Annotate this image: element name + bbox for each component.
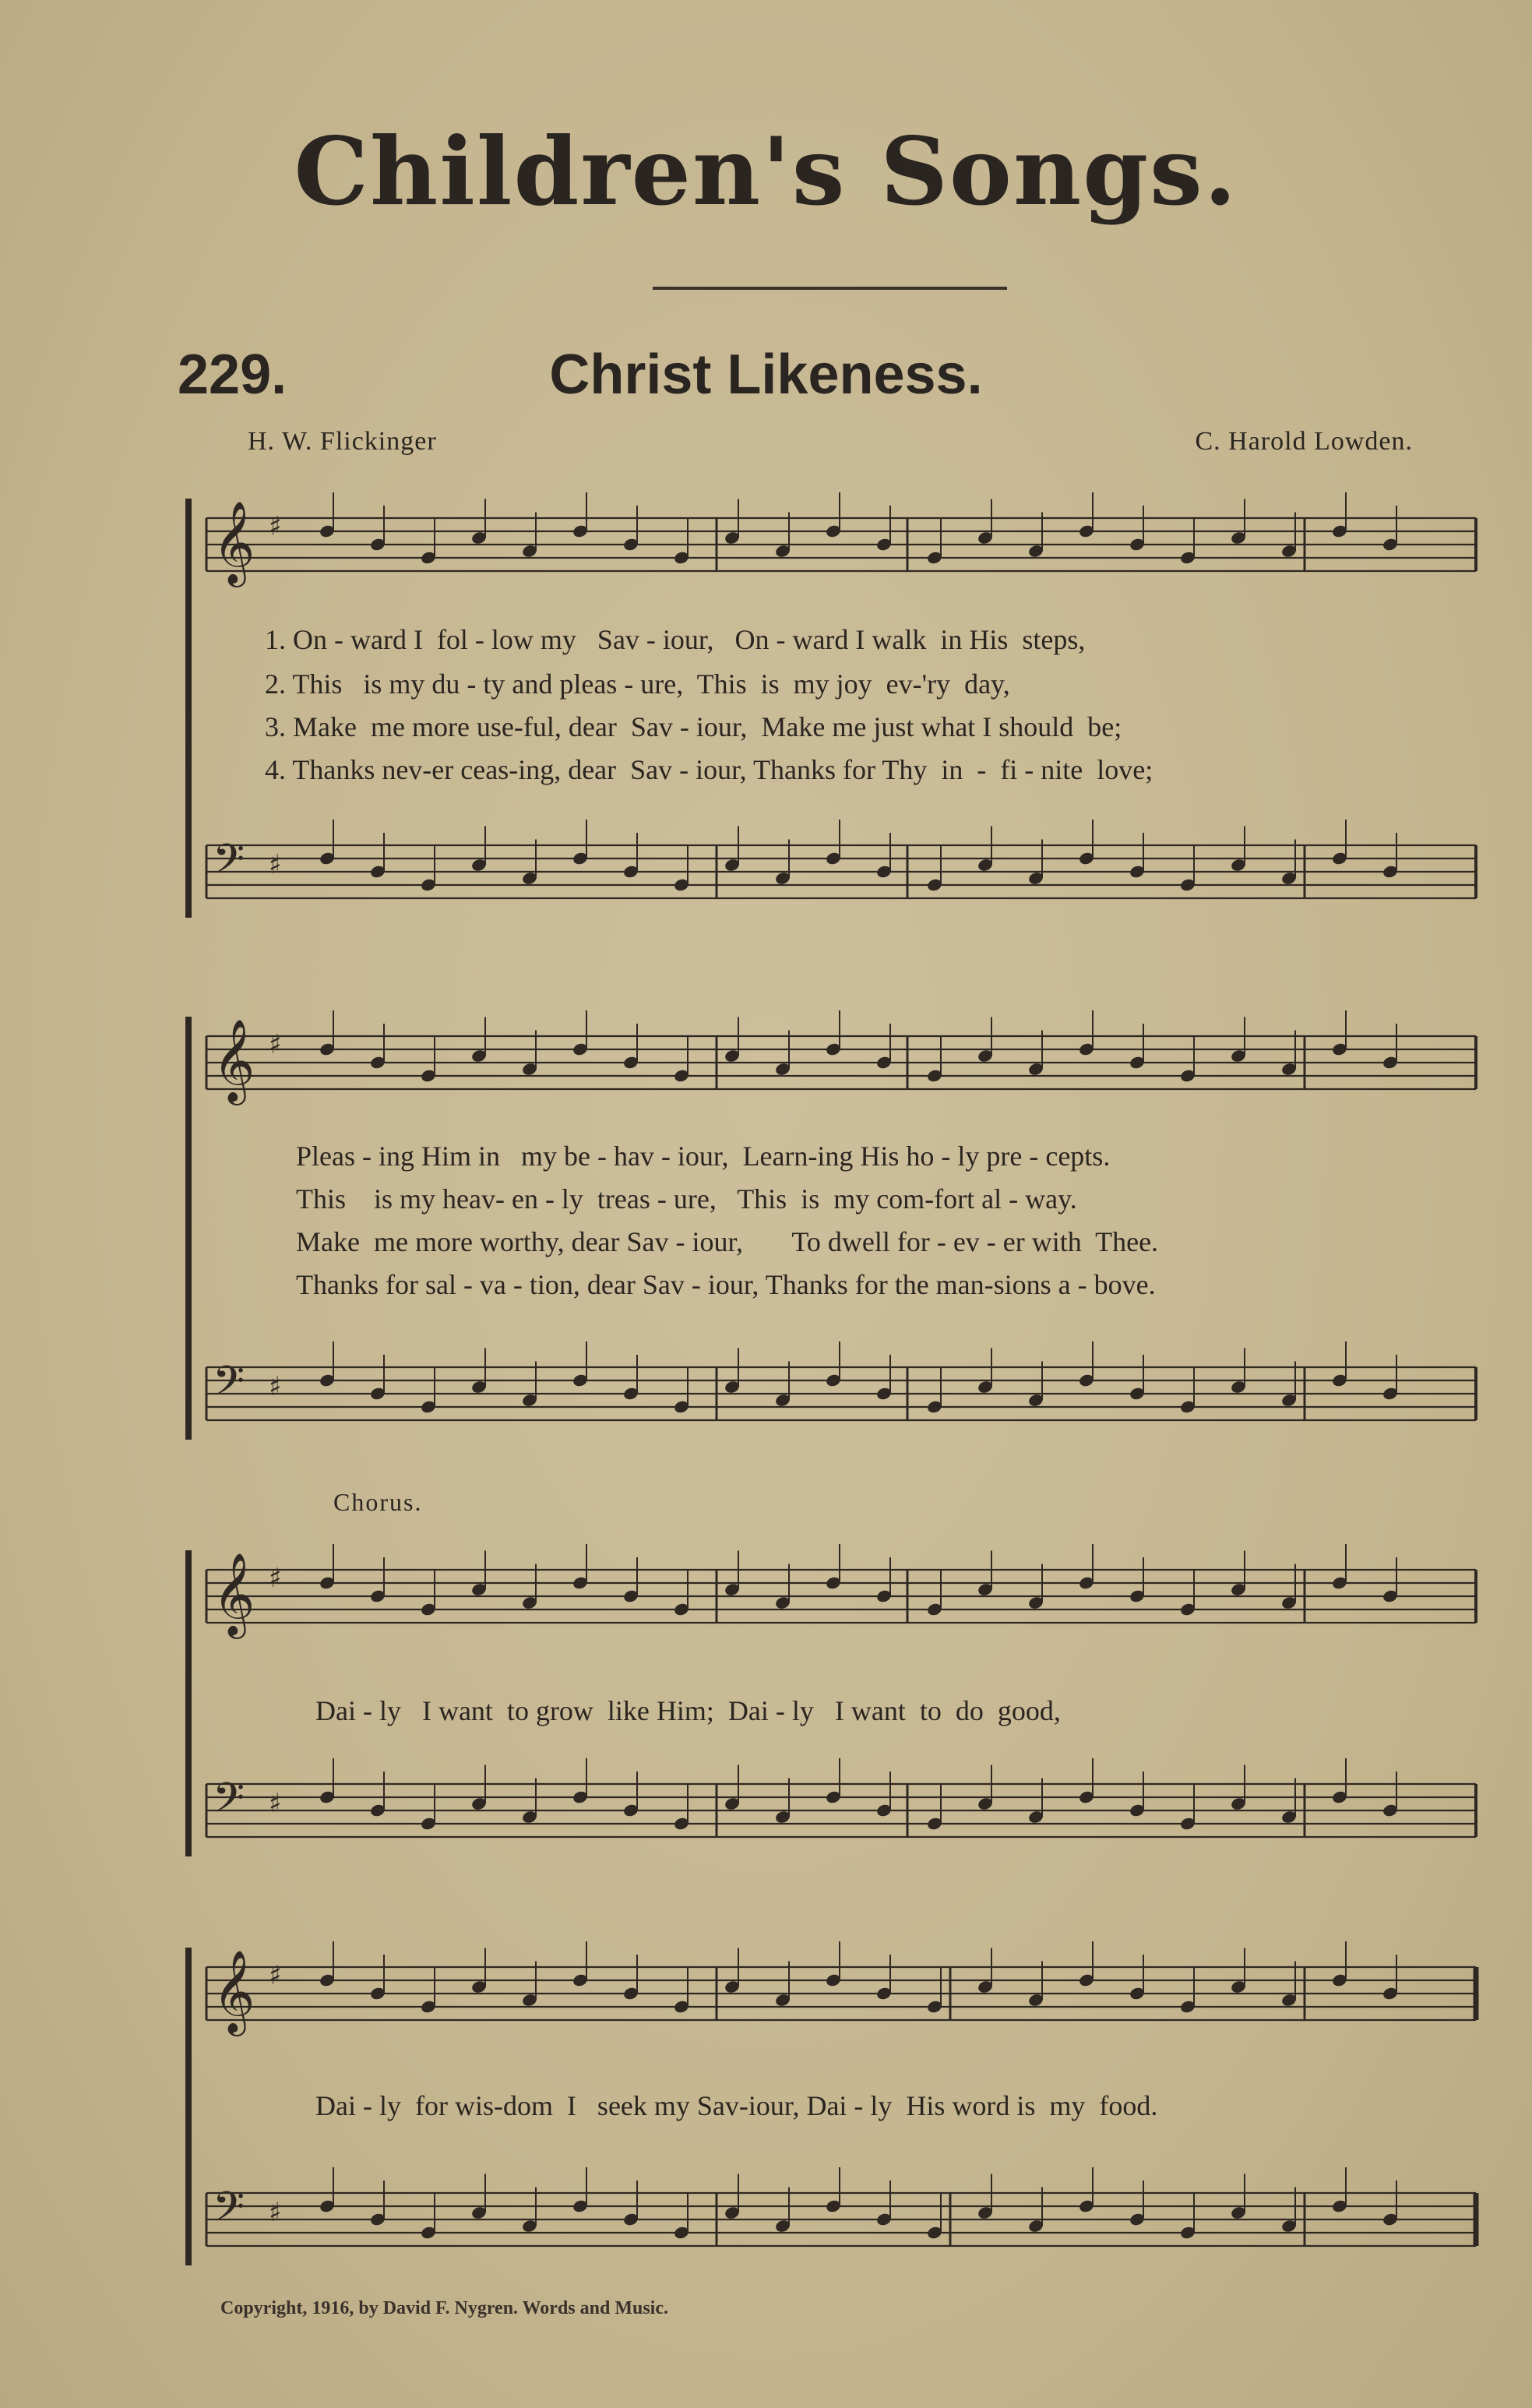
verse-4-line-1: 4. Thanks nev-er ceas-ing, dear Sav - iour, Thanks for Thy in - fi - nite love; — [265, 754, 1153, 785]
key-signature-sharp: ♯ — [269, 2197, 282, 2228]
bass-clef: 𝄢 — [213, 1775, 245, 1832]
author-credit: H. W. Flickinger — [248, 427, 437, 456]
key-signature-sharp: ♯ — [269, 1371, 282, 1402]
system-brace — [185, 1017, 192, 1440]
chorus-line-2: Dai - ly for wis-dom I seek my Sav-iour, Dai - ly His word is my food. — [315, 2090, 1158, 2121]
copyright-notice: Copyright, 1916, by David F. Nygren. Words and Music. — [220, 2298, 668, 2318]
composer-credit: C. Harold Lowden. — [1195, 427, 1413, 456]
hymn-number: 229. — [178, 344, 287, 406]
chorus-line-1: Dai - ly I want to grow like Him; Dai - ly I want to do good, — [315, 1695, 1061, 1726]
key-signature-sharp: ♯ — [269, 1788, 282, 1819]
treble-clef: 𝄞 — [213, 1949, 255, 2033]
system-brace — [185, 499, 192, 918]
bass-clef: 𝄢 — [213, 1358, 245, 1416]
hymn-title: Christ Likeness. — [549, 344, 983, 406]
key-signature-sharp: ♯ — [269, 1563, 282, 1594]
section-title: Children's Songs. — [294, 117, 1238, 227]
treble-clef: 𝄞 — [213, 500, 255, 583]
bass-clef: 𝄢 — [213, 836, 245, 894]
treble-clef: 𝄞 — [213, 1552, 255, 1635]
bass-clef: 𝄢 — [213, 2184, 245, 2241]
verse-2-line-1: 2. This is my du - ty and pleas - ure, This is my joy ev-'ry day, — [265, 668, 1010, 700]
verse-2-line-2: This is my heav- en - ly treas - ure, This is my com-fort al - way. — [296, 1183, 1077, 1215]
key-signature-sharp: ♯ — [269, 1029, 282, 1060]
verse-1-line-1: 1. On - ward I fol - low my Sav - iour, On - ward I walk in His steps, — [265, 624, 1086, 655]
system-brace — [185, 1550, 192, 1856]
system-brace — [185, 1948, 192, 2265]
verse-4-line-2: Thanks for sal - va - tion, dear Sav - iour, Thanks for the man-sions a - bove. — [296, 1269, 1156, 1300]
key-signature-sharp: ♯ — [269, 849, 282, 880]
verse-3-line-1: 3. Make me more use-ful, dear Sav - iour, Make me just what I should be; — [265, 711, 1122, 742]
key-signature-sharp: ♯ — [269, 1960, 282, 1991]
treble-clef: 𝄞 — [213, 1018, 255, 1102]
verse-3-line-2: Make me more worthy, dear Sav - iour, To dwell for - ev - er with Thee. — [296, 1226, 1159, 1257]
key-signature-sharp: ♯ — [269, 511, 282, 542]
verse-1-line-2: Pleas - ing Him in my be - hav - iour, Learn-ing His ho - ly pre - cepts. — [296, 1141, 1111, 1172]
chorus-label: Chorus. — [333, 1488, 423, 1516]
